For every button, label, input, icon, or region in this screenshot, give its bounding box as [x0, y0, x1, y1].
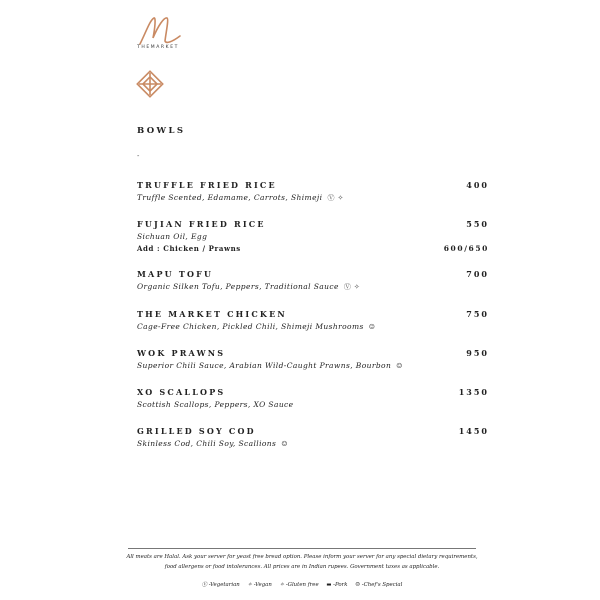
legend-chef-special: ☺ -Chef's Special: [355, 582, 403, 588]
item-price: 550: [466, 219, 489, 229]
item-description: Truffle Scented, Edamame, Carrots, Shimeji: [137, 193, 323, 202]
diet-symbols-icon: Ⓥ ✧: [343, 283, 361, 291]
footer-divider: [128, 548, 476, 549]
legend-vegetarian: Ⓥ -Vegetarian: [201, 582, 240, 588]
item-description: Cage-Free Chicken, Pickled Chili, Shimeji Mushrooms: [137, 322, 364, 331]
legend-vegan: ✧ -Vegan: [247, 582, 272, 588]
item-name: THE MARKET CHICKEN: [137, 309, 287, 319]
section-divider: -: [137, 152, 140, 160]
item-name: TRUFFLE FRIED RICE: [137, 180, 277, 190]
item-description: Scottish Scallops, Peppers, XO Sauce: [137, 400, 294, 409]
item-name: WOK PRAWNS: [137, 348, 226, 358]
footer-note: All meats are Halal. Ask your server for yeast free bread option. Please inform your server for any special dietary requirements, food allergens or food intolerances. All prices are in Indian rupees. Government taxes as applicable.: [126, 554, 478, 570]
chef-special-icon: ☺: [281, 440, 288, 448]
menu-item: [137, 387, 489, 409]
menu-item: [137, 309, 489, 331]
item-name: FUJIAN FRIED RICE: [137, 219, 266, 229]
item-name: GRILLED SOY COD: [137, 426, 256, 436]
diamond-emblem-icon: [136, 70, 164, 98]
section-title: BOWLS: [137, 126, 186, 136]
chef-special-icon: ☺: [368, 323, 376, 331]
menu-item: [137, 348, 489, 370]
chef-special-icon: ☺: [396, 362, 403, 370]
item-description: Superior Chili Sauce, Arabian Wild-Caught Prawns, Bourbon: [137, 361, 392, 370]
menu-item: [137, 219, 489, 253]
item-addon: Add : Chicken / Prawns: [137, 244, 241, 253]
item-price: 750: [466, 309, 489, 319]
menu-item: [137, 269, 489, 292]
menu-item: [137, 180, 489, 203]
menu-item: [137, 426, 489, 448]
menu-list: [137, 180, 489, 448]
item-price: 950: [466, 348, 489, 358]
legend-gluten-free: ✧ -Gluten free: [279, 582, 319, 588]
item-name: MAPU TOFU: [137, 269, 214, 279]
item-description: Organic Silken Tofu, Peppers, Traditional Sauce: [137, 282, 339, 291]
item-price: 700: [466, 269, 489, 279]
item-price: 400: [466, 180, 489, 190]
item-description: Sichuan Oil, Egg: [137, 232, 208, 241]
brand-logo-icon: [136, 14, 186, 48]
diet-symbols-icon: Ⓥ ✧: [327, 194, 344, 202]
brand-name: THEMARKET: [137, 45, 180, 50]
item-description: Skinless Cod, Chili Soy, Scallions: [137, 439, 277, 448]
legend-pork: ▬ -Pork: [326, 582, 348, 588]
item-name: XO SCALLOPS: [137, 387, 226, 397]
item-price: 1350: [458, 387, 489, 397]
diet-legend: [124, 580, 480, 588]
item-addon-price: 600/650: [443, 244, 489, 253]
item-price: 1450: [458, 426, 489, 436]
